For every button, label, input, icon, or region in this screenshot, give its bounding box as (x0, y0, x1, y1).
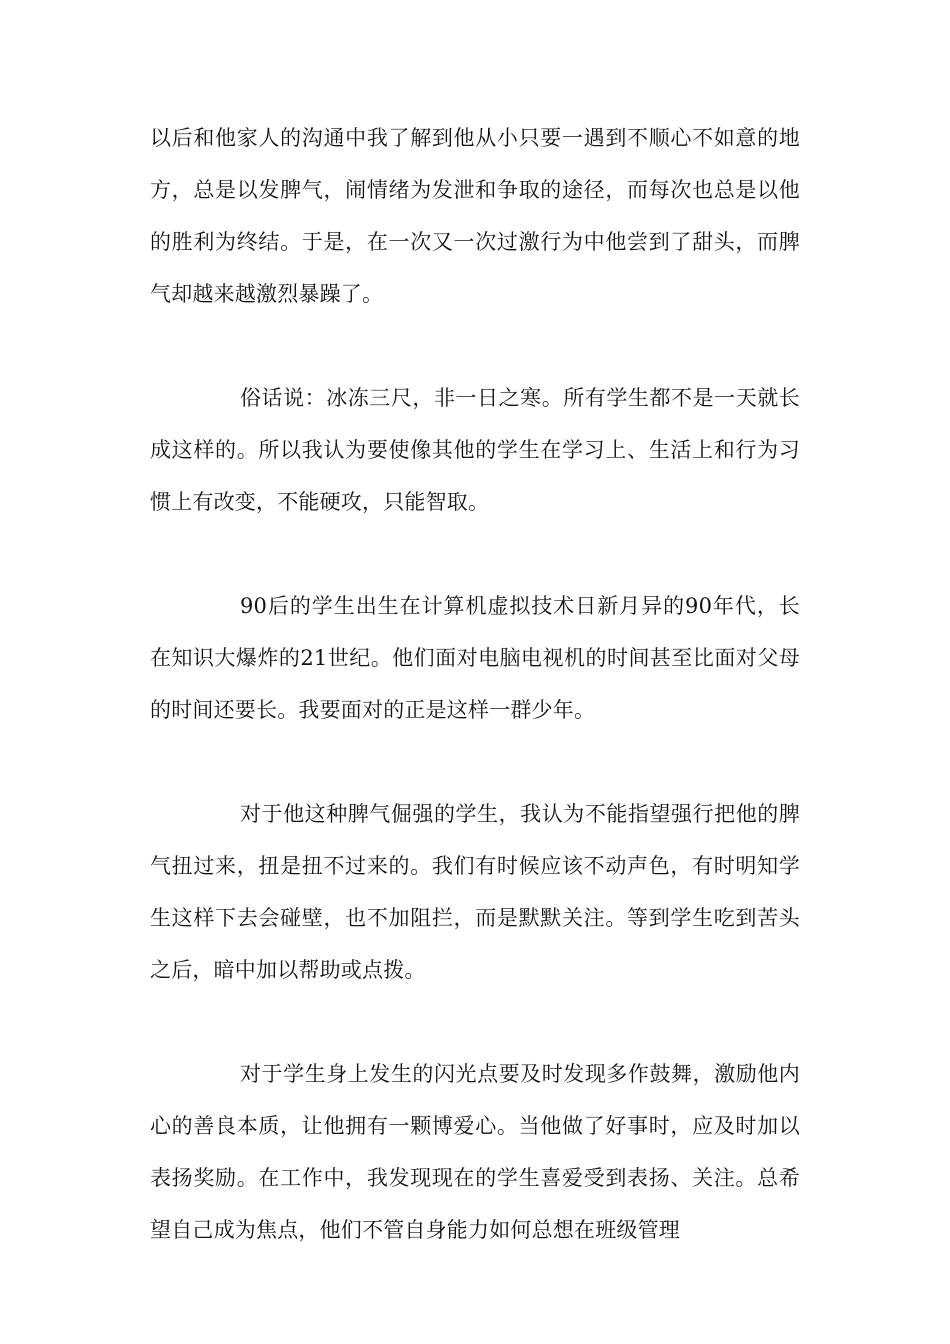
paragraph-5: 对于学生身上发生的闪光点要及时发现多作鼓舞，激励他内心的善良本质，让他拥有一颗博爱心。当他做了好事时，应及时加以表扬奖励。在工作中，我发现现在的学生喜爱受到表扬、关注。总希望自己成为焦点，他们不管自身能力如何总想在班级管理 (150, 1062, 800, 1242)
paragraph-4: 对于他这种脾气倔强的学生，我认为不能指望强行把他的脾气扭过来，扭是扭不过来的。我们有时候应该不动声色，有时明知学生这样下去会碰壁，也不加阻拦，而是默默关注。等到学生吃到苦头之后，暗中加以帮助或点拨。 (150, 802, 800, 982)
paragraph-3: 90后的学生出生在计算机虚拟技术日新月异的90年代，长在知识大爆炸的21世纪。他们面对电脑电视机的时间甚至比面对父母的时间还要长。我要面对的正是这样一群少年。 (150, 594, 800, 722)
paragraph-2: 俗话说：冰冻三尺，非一日之寒。所有学生都不是一天就长成这样的。所以我认为要使像其他的学生在学习上、生活上和行为习惯上有改变，不能硬攻，只能智取。 (150, 386, 800, 514)
document-body (150, 112, 800, 1256)
paragraph-1: 以后和他家人的沟通中我了解到他从小只要一遇到不顺心不如意的地方，总是以发脾气，闹情绪为发泄和争取的途径，而每次也总是以他的胜利为终结。于是，在一次又一次过激行为中他尝到了甜头，而脾气却越来越激烈暴躁了。 (150, 126, 800, 306)
